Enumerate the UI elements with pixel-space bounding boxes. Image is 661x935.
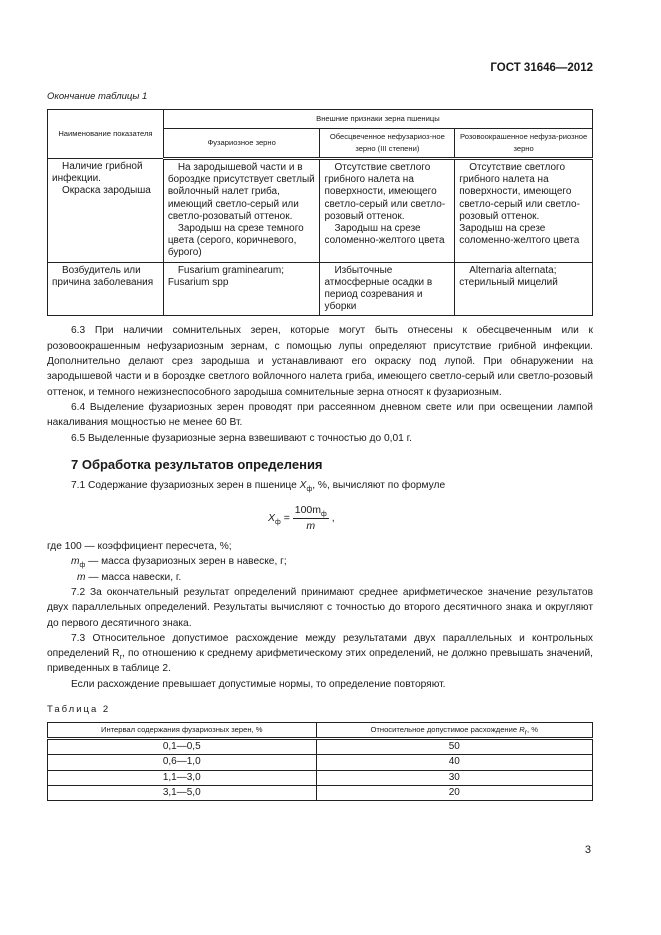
paragraph-6-5: 6.5 Выделенные фузариозные зерна взвешивают с точностью до 0,01 г. xyxy=(71,432,412,444)
paragraph-6-4: 6.4 Выделение фузариозных зерен проводят при рассеянном дневном свете или при освещении лампой накаливания мощностью не менее 60 Вт. xyxy=(47,401,593,429)
standard-number: ГОСТ 31646—2012 xyxy=(490,62,593,74)
where-line: где 100 — коэффициент пересчета, %; xyxy=(47,541,232,553)
interval: 3,1—5,0 xyxy=(48,785,317,800)
subscript: ф xyxy=(306,485,313,493)
value: 30 xyxy=(316,770,593,785)
subscript: ф xyxy=(321,511,327,519)
text: , % xyxy=(527,725,539,735)
cell-text: Зародыш на срезе темного цвета (серого, коричневого, бурого) xyxy=(167,223,304,259)
text: , по отношению к среднему арифметическому этих определений, не должно превышать значений, приведенных в таблице 2. xyxy=(47,648,593,675)
text: — масса навески, г. xyxy=(85,571,182,583)
section-7-title: 7 Обработка результатов определения xyxy=(71,456,323,472)
symbol: X xyxy=(299,479,307,491)
text: — масса фузариозных зерен в навеске, г; xyxy=(85,556,287,568)
subscript: ф xyxy=(275,518,281,526)
table1-caption: Окончание таблицы 1 xyxy=(47,91,148,102)
paragraph-6-3: 6.3 При наличии сомнительных зерен, которые могут быть отнесены к обесцвеченным или к розовоокрашенным нефузариозным зернам, с помощью лупы определяют присутствие грибной инфекции. Дополнительно делают срез зародыша и устанавливают его окраску под лупой. При обнаружении на зародышевой части и в бороздке светлого войлочного налета гриба, имеющего светло-серый или светло-розовый оттенок, и темного нежизнеспособного зародыша сомнительные зерна относят к фузариозным. xyxy=(47,325,593,398)
subscript: r xyxy=(119,654,122,662)
symbol: m xyxy=(71,556,80,568)
cell-text: Зародыш на срезе соломенно-желтого цвета xyxy=(459,223,580,247)
table-row xyxy=(48,159,593,263)
section-7-text xyxy=(47,539,593,692)
table-row xyxy=(48,755,593,770)
group-header: Внешние признаки зерна пшеницы xyxy=(163,110,592,129)
table-1 xyxy=(47,109,593,316)
subscript: r xyxy=(524,729,528,737)
symbol: m xyxy=(77,571,86,583)
col-indicator-header: Наименование показателя xyxy=(48,110,164,159)
cell-text: Избыточные атмосферные осадки в период созревания и уборки xyxy=(324,264,433,313)
formula xyxy=(268,503,593,533)
subscript: ф xyxy=(79,562,86,570)
col-header: Обесцвеченное нефузариоз-ное зерно (III степени) xyxy=(320,129,455,159)
table-2 xyxy=(47,722,593,801)
interval: 1,1—3,0 xyxy=(48,770,317,785)
table-row xyxy=(48,785,593,800)
cell-text: На зародышевой части и в бороздке присутствует светлый войлочный налет гриба, имеющий светло-серый или светло-розоватый оттенок. xyxy=(167,162,315,222)
interval: 0,1—0,5 xyxy=(48,739,317,755)
text: , %, вычисляют по формуле xyxy=(312,479,446,491)
section-6-text xyxy=(47,323,593,445)
interval: 0,6—1,0 xyxy=(48,755,317,770)
numerator: 100m xyxy=(294,504,322,517)
paragraph-7-2: 7.2 За окончательный результат определений принимают среднее арифметическое значение результатов двух параллельных определений. Результаты вычисляют с точностью до второго десятичного знака и округляют до первого десятичного знака. xyxy=(47,587,593,629)
table-row xyxy=(48,770,593,785)
paragraph-7-1 xyxy=(47,478,593,493)
text: 7.1 Содержание фузариозных зерен в пшенице xyxy=(71,479,300,491)
cell-text: Окраска зародыша xyxy=(62,185,151,197)
formula-lhs: X xyxy=(268,511,276,524)
col-header: Интервал содержания фузариозных зерен, % xyxy=(48,723,317,739)
paragraph-7-3-note: Если расхождение превышает допустимые нормы, то определение повторяют. xyxy=(71,678,446,690)
page-number: 3 xyxy=(584,844,591,857)
comma: , xyxy=(328,511,335,524)
cell-text: Отсутствие светлого грибного налета на поверхности, имеющего светло-серый или светло-розовый оттенок. xyxy=(459,162,580,222)
paragraph-7-3 xyxy=(47,631,593,677)
cell-text: Fusarium graminearum; Fusarium spp xyxy=(167,264,284,288)
cell-text: Зародыш на срезе соломенно-желтого цвета xyxy=(324,223,445,247)
col-header: Розовоокрашенное нефуза-риозное зерно xyxy=(455,129,593,159)
table2-caption: Таблица 2 xyxy=(47,704,111,716)
col-header: Фузариозное зерно xyxy=(163,129,320,159)
fraction xyxy=(293,503,329,533)
equals: = xyxy=(280,511,293,524)
denominator: m xyxy=(306,520,316,533)
value: 40 xyxy=(316,755,593,770)
cell-text: Отсутствие светлого грибного налета на поверхности, имеющего светло-серый или светло-розовый оттенок. xyxy=(324,162,446,222)
value: 50 xyxy=(316,739,593,755)
text: 7.3 Относительное допустимое расхождение между результатами двух параллельных и контрольных определений R xyxy=(47,632,593,660)
symbol: R xyxy=(519,725,525,735)
cell-text: Наличие грибной инфекции. xyxy=(52,161,143,185)
value: 20 xyxy=(316,785,593,800)
text: Относительное допустимое расхождение xyxy=(370,725,520,735)
cell-text: Возбудитель или причина заболевания xyxy=(52,264,154,288)
table-row xyxy=(48,262,593,316)
cell-text: Alternaria alternata; стерильный мицелий xyxy=(459,264,558,288)
col-header xyxy=(316,723,593,739)
table-row xyxy=(48,739,593,755)
